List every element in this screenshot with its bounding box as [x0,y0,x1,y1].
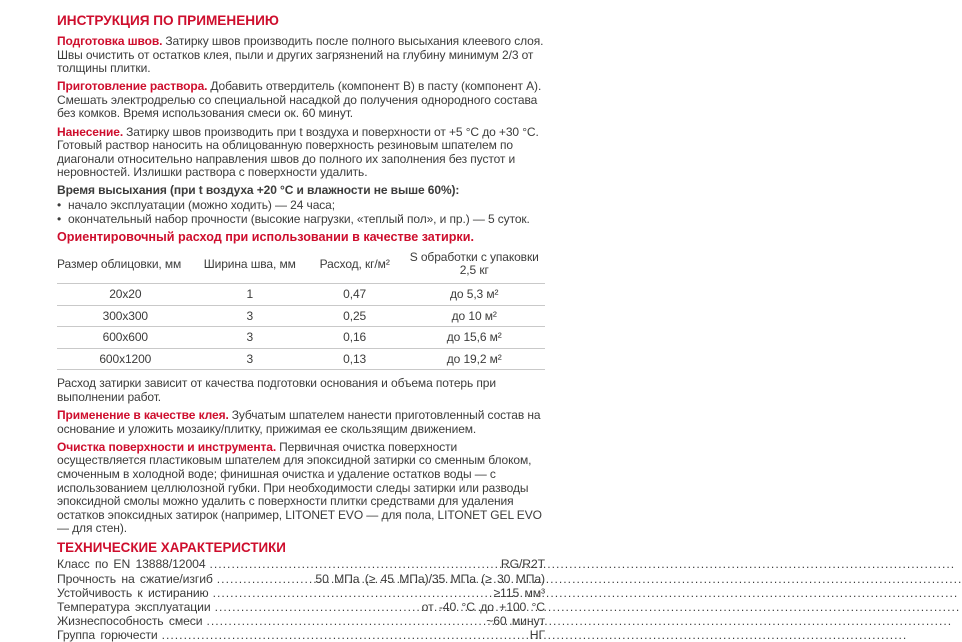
column-header-coverage-area: S обработки с упаковки 2,5 кг [403,249,545,284]
cell-joint-width: 3 [194,327,306,349]
consumption-heading: Ориентировочный расход при использовании в качестве затирки. [57,230,474,245]
dot-leader [207,614,483,628]
drying-time-heading: Время высыхания (при t воздуха +20 °C и влажности не выше 60%): [57,183,460,198]
list-item-text: окончательный набор прочности (высокие нагрузки, «теплый пол», и пр.) — 5 суток. [68,211,530,226]
cell-tile-size: 600x600 [57,327,194,349]
cell-coverage-area: до 15,6 м² [403,327,545,349]
dot-leader [210,557,497,571]
drying-time-list [57,199,545,226]
paragraph-application [57,126,545,180]
consumption-table [57,249,545,371]
table-row [57,348,545,370]
dot-leader [213,586,490,600]
cell-consumption-rate: 0,16 [306,327,404,349]
cell-consumption-rate: 0,47 [306,284,404,306]
spec-row-strength [57,572,545,586]
paragraph-lead: Применение в качестве клея. [57,408,229,423]
spec-label: Класс по EN 13888/12004 [57,557,206,572]
cell-tile-size: 600x1200 [57,348,194,370]
spec-value: RG/R2T [500,557,545,572]
cell-coverage-area: до 10 м² [403,305,545,327]
list-item-text: начало эксплуатации (можно ходить) — 24 часа; [68,198,335,213]
dot-leader [217,572,312,586]
paragraph-text: Затирку швов производить после полного высыхания клеевого слоя. Швы очистить от остатков клея, пыли и других загрязнений на глубину минимум 2/3 от толщины плитки. [57,34,544,76]
cell-coverage-area: до 19,2 м² [403,348,545,370]
paragraph-text: Зубчатым шпателем нанести приготовленный состав на основание и уложить мозаику/плитку, прижимая ее скользящим движением. [57,408,541,436]
spec-row-pot-life [57,614,545,628]
tech-specs-heading: ТЕХНИЧЕСКИЕ ХАРАКТЕРИСТИКИ [57,540,286,556]
cell-joint-width: 3 [194,305,306,327]
dot-leader [162,628,526,642]
column-header-consumption-rate: Расход, кг/м² [306,249,404,284]
spec-value: НГ [529,627,545,642]
paragraph-lead: Очистка поверхности и инструмента. [57,439,277,454]
cell-consumption-rate: 0,13 [306,348,404,370]
spec-label: Устойчивость к истиранию [57,585,209,600]
table-row [57,305,545,327]
column-header-joint-width: Ширина шва, мм [194,249,306,284]
spec-row-class [57,557,545,571]
document-title: ИНСТРУКЦИЯ ПО ПРИМЕНЕНИЮ [57,13,279,28]
paragraph-lead: Подготовка швов. [57,34,163,48]
cell-tile-size: 300x300 [57,305,194,327]
table-row [57,284,545,306]
cell-joint-width: 1 [194,284,306,306]
cell-coverage-area: до 5,3 м² [403,284,545,306]
paragraph-cleaning [57,441,545,536]
dot-leader [215,600,418,614]
spec-label: Группа горючести [57,627,158,642]
table-row [57,327,545,349]
spec-row-temperature [57,600,545,614]
consumption-note: Расход затирки зависит от качества подготовки основания и объема потерь при выполнении работ. [57,376,496,404]
paragraph-text: Добавить отвердитель (компонент B) в пасту (компонент A). Смешать электродрелью со специальной насадкой до получения однородного состава без комков. Время использования смеси ок. 60 минут. [57,79,542,121]
paragraph-text: Затирку швов производить при t воздуха и поверхности от +5 °C до +30 °C. Готовый раствор наносить на облицованную поверхность резиновым шпателем по диагонали относительно направления швов до полного их заполнения без пустот и неровностей. Излишки раствора с поверхности удалить. [57,124,539,180]
paragraph-lead: Нанесение. [57,124,124,139]
spec-label: Температура эксплуатации [57,599,211,614]
spec-value: ≥115 мм³ [493,585,545,600]
bullet-icon: • [57,198,62,213]
cell-joint-width: 3 [194,348,306,370]
bullet-icon: • [57,211,62,226]
spec-value: ~60 минут [486,613,545,628]
list-item [57,213,545,227]
paragraph-adhesive-use [57,409,545,436]
paragraph-mortar-preparation [57,80,545,121]
spec-row-flammability [57,628,545,642]
spec-value: от -40 °C до +100 °C [421,599,545,614]
spec-value: 50 МПа (≥ 45 МПа)/35 МПа (≥ 30 МПа) [315,571,545,586]
cell-consumption-rate: 0,25 [306,305,404,327]
spec-row-abrasion [57,586,545,600]
cell-tile-size: 20x20 [57,284,194,306]
paragraph-joint-preparation [57,35,545,76]
paragraph-lead: Приготовление раствора. [57,79,208,94]
spec-label: Жизнеспособность смеси [57,613,203,628]
paragraph-text: Первичная очистка поверхности осуществляется пластиковым шпателем для эпоксидной затирки со сменным блоком, смоченным в холодной воде; финишная очистка и удаление остатков воды — с использованием целлюлозной губки. При необходимости следы затирки или разводы эпоксидной смолы можно удалить с поверхности плитки средствами для удаления остатков эпоксидных затирок (например, LITONET EVO — для пола, LITONET GEL EVO — для стен). [57,439,542,536]
table-header-row [57,249,545,284]
list-item [57,199,545,213]
column-header-tile-size: Размер облицовки, мм [57,249,194,284]
spec-label: Прочность на сжатие/изгиб [57,571,213,586]
tech-specs-list [57,557,545,642]
